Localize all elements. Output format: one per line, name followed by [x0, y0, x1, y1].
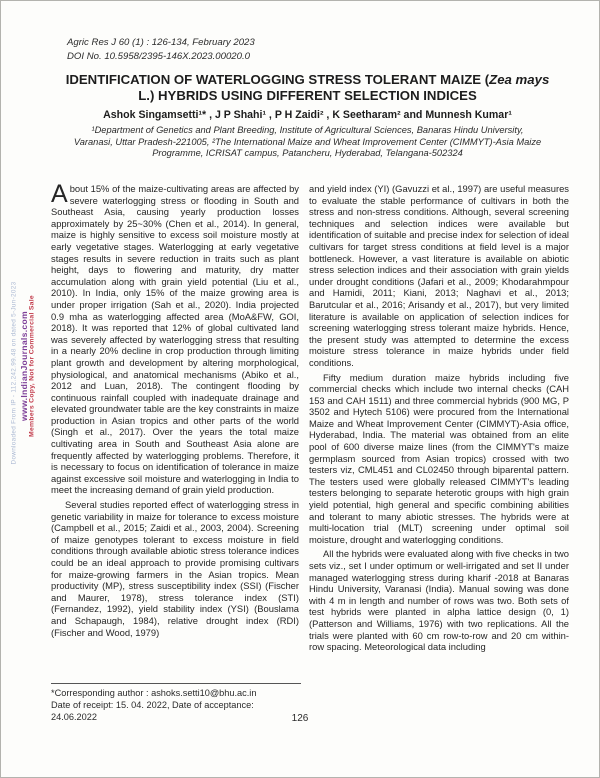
doi-line: DOI No. 10.5958/2395-146X.2023.00020.0: [67, 51, 250, 62]
page-title: [56, 72, 559, 104]
article-body: [51, 183, 569, 713]
paragraph-studies: Several studies reported effect of waterlogging stress in genetic variability in maize for tolerance to excess moisture (Campbell et al., 2015; Zaidi et al., 2003, 2004). Screening of maize genotypes tolerant to excess moisture in field conditions through available abiotic stress tolerance indices could be an ideal approach to provide promising cultivars for maize-growing farmers in the Asian tropics. Mean productivity (MP), stress susceptibility index (SSI) (Fischer and Maurer, 1978), stress tolerance index (STI) (Fernandez, 1992), yield stability index (YSI) (Bouslama and Schapaugh, 1984), relative drought index (RDI) (Fischer and Wood, 1979): [51, 499, 299, 638]
affiliation-line-3: Programme, ICRISAT campus, Patancheru, Hyderabad, Telangana-502324: [152, 148, 463, 159]
watermark-members-copy: Members Copy, Not for Commercial Sale: [28, 294, 36, 438]
drop-cap: A: [51, 183, 68, 208]
paragraph-evaluation: All the hybrids were evaluated along with five checks in two sets viz., set I under optimum or well-irrigated and set II under managed waterlogging stress during kharif -2018 at Banaras Hindu University, Varanasi (India). Manual sowing was done with 4 m in length and number of rows was two. Both sets of test hybrids were planted in alpha lattice design (0, 1) (Patterson and Williams, 1976) with two replications. All the trials were planted with 60 cm row-to-row and 20 cm within-row spacing. Meteorological data including: [309, 548, 569, 653]
journal-header: [67, 36, 255, 64]
corresponding-author-note: *Corresponding author : ashoks.setti10@bhu.ac.in: [51, 688, 257, 698]
affiliation: [51, 125, 564, 160]
affiliation-line-2: Varanasi, Uttar Pradesh-221005, ²The International Maize and Wheat Improvement Center (CIMMYT)-Asia Maize: [73, 136, 542, 147]
right-column: [309, 183, 569, 713]
page-number: 126: [291, 713, 309, 724]
receipt-dates-note: Date of receipt: 15. 04. 2022, Date of acceptance: 24.06.2022: [51, 700, 254, 722]
title-text-2: L.) HYBRIDS USING DIFFERENT SELECTION INDICES: [138, 88, 477, 103]
paragraph-materials: Fifty medium duration maize hybrids including five commercial checks which include two internal checks (CAH 153 and CAH 1511) and three commercial hybrids (900 MG, P 3502 and Hytech 5106) were procured from the International Maize and Wheat Improvement Center (CIMMYT)-Asia office, Hyderabad, India. The material was obtained from an elite pool of 600 diverse maize lines (from the CIMMYT's maize germplasm sourced from Asian tropics) crossed with two testers viz, CML451 and CL02450 through biparental pattern. The testers used were globally released CIMMYT's leading testers belonging to separate heterotic groups with high grain yield potential, high general and specific combining abilities and tolerant to many abiotic stresses. The hybrids were at multi-location trial (MLT) screening under optimal soil moisture, drought and waterlogging conditions.: [309, 371, 569, 545]
watermark-site-url: www.IndianJournals.com: [19, 311, 29, 421]
title-species-italic: Zea mays: [489, 72, 550, 87]
paragraph-indices: and yield index (YI) (Gavuzzi et al., 1997) are useful measures to evaluate the stable performance of cultivars in both the stress and non-stress conditions. Although, several screening techniques and selection indices were available but identification of suitable and precise index for selection of ideal cultivars for target stress conditions at field level is a major bottleneck. However, a vast literature is available on abiotic stress selection indices and their association with grain yields under drought conditions (Jafari et al., 2009; Khodarahmpour and Hamidi, 2011; Kiani, 2013; Naghavi et al., 2013; Barutcular et al., 2016; Arisandy et al., 2017), but very limited literature is available on application of selection indices for screening waterlogging stress tolerant maize hybrids. Hence, the present study was attempted to determine the excess moisture stress tolerance in maize hybrids under field conditions.: [309, 183, 569, 368]
paragraph-intro-text: bout 15% of the maize-cultivating areas are affected by severe waterlogging stress or flooding in South and Southeast Asia, causing yearly production losses approximately by 25~30% (Chen et al., 2014). In general, maize is highly sensitive to excess soil moisture mostly at early vegetative stages. Waterlogging at early vegetative stages results in severe reduction in traits such as plant height, days to flowering and maturity, dry matter accumulation along with grain yield potential (Liu et al., 2010). In India, only 15% of the maize growing area is under proper irrigation (Sah et al., 2020). India projected 0.9 mha as waterlogging affected area (MoA&FW, GOI, 2018). It was reported that 12% of global cultivated land was severely affected by waterlogging stress that resulting in a nearly 20% decline in crop production through limiting plant growth and development by altering morphological, physiological, and anatomical mechanisms (Abiko et al., 2012 and Luan, 2018). The contingent flooding by continuous rainfall coupled with inadequate drainage and elevated groundwater table are the key constraints in maize production in Asian tropics and other parts of the world (Singh et al., 2017). Over the years the total maize cultivating area in South and Southeast Asia alone are frequently affected by waterlogging problems. Therefore, it is necessary to focus on identification of tolerance in maize against excessive soil moisture and waterlogging in India to meet the increasing demand of grain yield production.: [51, 183, 299, 496]
journal-citation: Agric Res J 60 (1) : 126-134, February 2023: [67, 37, 255, 48]
footnote-divider: [51, 683, 301, 684]
paragraph-intro: [51, 183, 299, 496]
authors-line: Ashok Singamsetti¹* , J P Shahi¹ , P H Zaidi² , K Seetharam² and Munnesh Kumar¹: [103, 109, 512, 121]
affiliation-line-1: ¹Department of Genetics and Plant Breeding, Institute of Agricultural Sciences, Banaras Hindu University,: [91, 125, 524, 135]
left-column: [51, 183, 299, 683]
watermark-downloaded-ip: Downloaded From IP - 112.242.99.48 on dated 5-Jun-2023: [10, 281, 18, 465]
title-text: IDENTIFICATION OF WATERLOGGING STRESS TOLERANT MAIZE (: [65, 72, 490, 87]
